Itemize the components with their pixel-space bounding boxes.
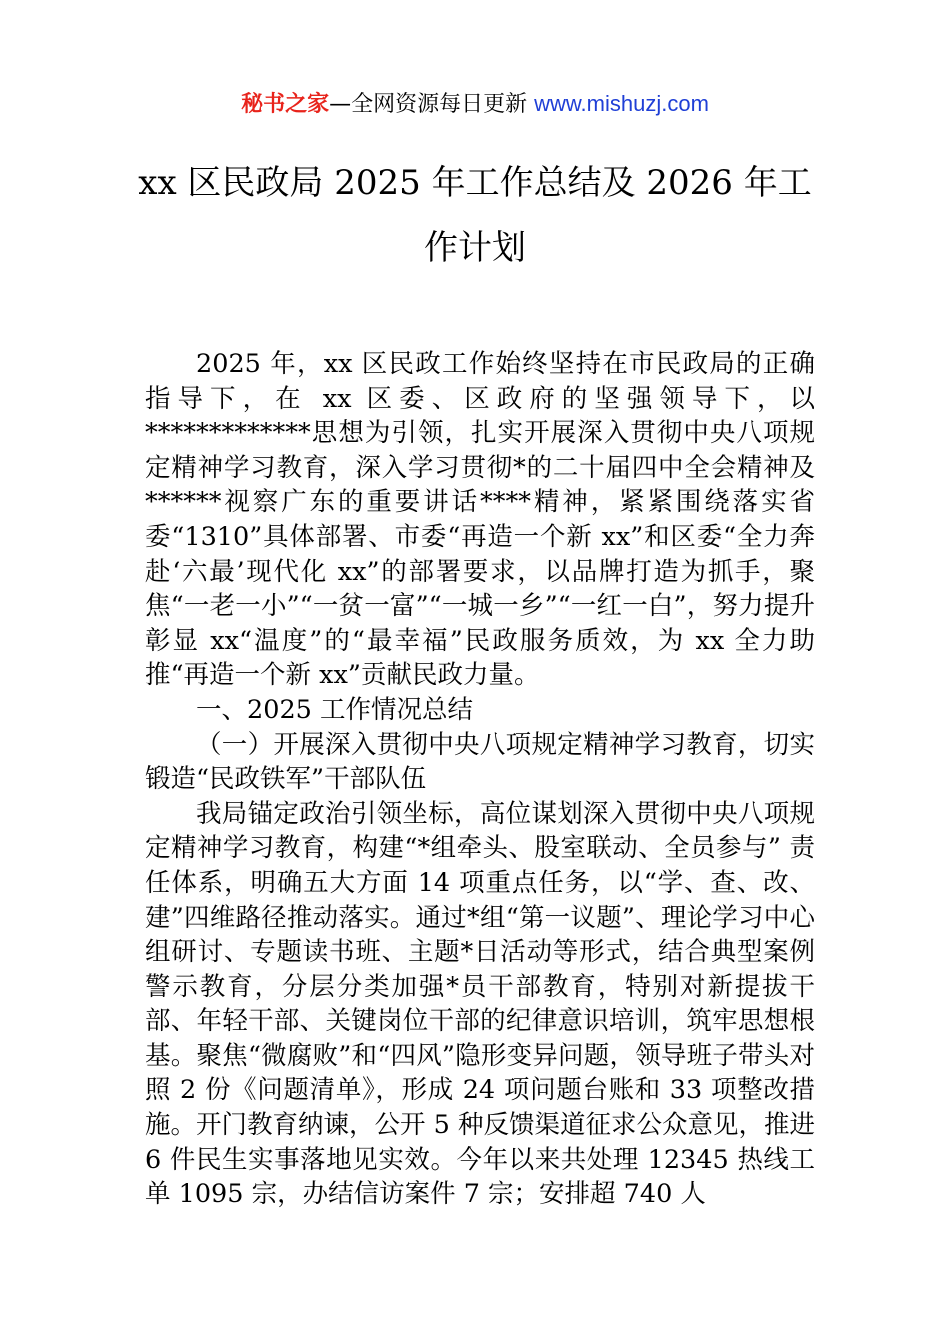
document-body — [145, 347, 815, 1212]
title-line-2: 作计划 — [424, 228, 526, 268]
section-heading: 一、2025 工作情况总结 — [196, 694, 474, 725]
intro-paragraph: 2025 年，xx 区民政工作始终坚持在市民政局的正确指导下，在 xx 区委、区政府的坚强领导下，以*************思想为引领，扎实开展深入贯彻中央八项规定精神学习教育，深入学习贯彻*的二十届四中全会精神及******视察广东的重要讲话****精神，紧紧围绕落实省委“1310”具体部署、市委“再造一个新 xx”和区委“全力奔赴‘六最’现代化 xx”的部署要求，以品牌打造为抓手，聚焦“一老一小”“一贫一富”“一城一乡”“一红一白”，努力提升彰显 xx“温度”的“最幸福”民政服务质效，为 xx 全力助推“再造一个新 xx”贡献民政力量。 — [145, 349, 815, 691]
site-slogan: —全网资源每日更新 — [329, 92, 528, 117]
body-paragraph: 我局锚定政治引领坐标，高位谋划深入贯彻中央八项规定精神学习教育，构建“*组牵头、股室联动、全员参与” 责任体系，明确五大方面 14 项重点任务，以“学、查、改、建”四维路径推动落实。通过*组“第一议题”、理论学习中心组研讨、专题读书班、主题*日活动等形式，结合典型案例警示教育，分层分类加强*员干部教育，特别对新提拔干部、年轻干部、关键岗位干部的纪律意识培训，筑牢思想根基。聚焦“微腐败”和“四风”隐形变异问题，领导班子带头对照 2 份《问题清单》，形成 24 项问题台账和 33 项整改措施。开门教育纳谏，公开 5 种反馈渠道征求公众意见，推进 6 件民生实事落地见实效。今年以来共处理 12345 热线工单 1095 宗，办结信访案件 7 宗；安排超 740 人 — [145, 798, 815, 1210]
title-line-1: xx 区民政局 2025 年工作总结及 2026 年工 — [138, 163, 812, 203]
subsection-heading: （一）开展深入贯彻中央八项规定精神学习教育，切实锻造“民政铁军”干部队伍 — [145, 729, 815, 795]
document-title — [130, 160, 820, 272]
site-header — [0, 88, 950, 121]
site-url-link[interactable]: www.mishuzj.com — [534, 91, 709, 116]
site-brand: 秘书之家 — [241, 92, 330, 117]
